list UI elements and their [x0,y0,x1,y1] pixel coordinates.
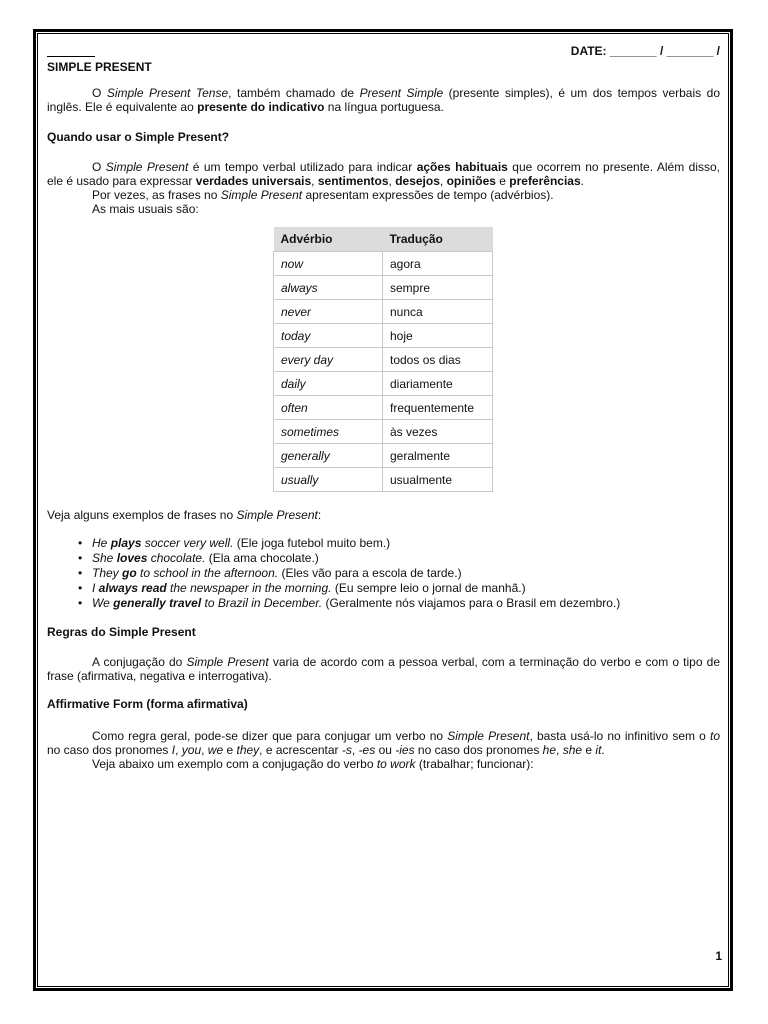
text-run: ou [375,743,396,757]
text-run: loves [116,551,148,565]
text-run: O [92,86,107,100]
text-run: , [556,743,563,757]
list-item [92,536,720,551]
text-run: we [207,743,224,757]
adverb-cell: every day [274,348,383,372]
text-run: no caso dos pronomes [414,743,543,757]
text-run: he [542,743,557,757]
document-body [47,38,720,771]
text-run: Simple Present [186,655,269,669]
list-item [92,551,720,566]
table-row [274,468,493,492]
text-run: (Ele joga futebol muito bem.) [233,536,391,550]
text-run: it [595,743,602,757]
text-run: soccer very well. [141,536,234,550]
table-row [274,300,493,324]
text-run: the newspaper in the morning. [166,581,332,595]
rules-paragraph [47,655,720,683]
text-run: , [175,743,182,757]
text-run: , [388,174,396,188]
text-run: you [181,743,202,757]
adverb-cell: sometimes [274,420,383,444]
text-run: A conjugação do [92,655,187,669]
adverb-table [273,227,493,492]
text-run: to work [376,757,416,771]
text-run: apresentam expressões de tempo (advérbios). [302,188,554,202]
examples-intro [47,508,720,522]
text-run: Simple Present [236,508,318,522]
affirmative-paragraph-2 [47,757,720,771]
section-heading-affirmative: Affirmative Form (forma afirmativa) [47,697,248,711]
list-item [92,566,720,581]
adverb-table-header-row [274,227,493,252]
text-run: to Brazil in December. [201,596,323,610]
text-run: Veja alguns exemplos de frases no [47,508,237,522]
text-run: generally travel [113,596,202,610]
text-run: she [562,743,583,757]
translation-cell: geralmente [383,444,493,468]
text-run: We [92,596,114,610]
page-title-text: SIMPLE PRESENT [47,60,152,74]
text-run: -s [341,743,352,757]
translation-cell: todos os dias [383,348,493,372]
text-run: ações habituais [416,160,508,174]
adverb-cell: daily [274,372,383,396]
examples-list [47,536,720,611]
text-run: Por vezes, as frases no [92,188,221,202]
text-run: e [495,174,510,188]
adverb-cell: usually [274,468,383,492]
text-run: Simple Present [105,160,189,174]
text-run: verdades universais [195,174,312,188]
adverb-cell: never [274,300,383,324]
text-run: (trabalhar; funcionar): [415,757,534,771]
text-run: I [171,743,176,757]
list-item [92,581,720,596]
when-paragraph-3: As mais usuais são: [92,202,199,216]
adverb-cell: generally [274,444,383,468]
table-row [274,348,493,372]
text-run: (Eu sempre leio o jornal de manhã.) [331,581,526,595]
text-run: , [311,174,318,188]
text-run: opiniões [446,174,496,188]
text-run: O [92,160,106,174]
translation-cell: às vezes [383,420,493,444]
text-run: (presente simples), é um dos tempos verbais do inglês. Ele é equivalente ao [47,86,720,114]
text-run: na língua portuguesa. [324,100,444,114]
translation-cell: usualmente [383,468,493,492]
text-run: They [92,566,123,580]
table-row [274,444,493,468]
adverb-table-body [274,252,493,492]
when-paragraph-2 [47,188,720,202]
text-run: presente do indicativo [197,100,325,114]
text-run: Veja abaixo um exemplo com a conjugação do verbo [92,757,377,771]
text-run: go [122,566,137,580]
list-item [92,596,720,611]
adverb-column-header: Advérbio [274,227,383,252]
text-run: -ies [395,743,415,757]
text-run: Simple Present [220,188,303,202]
text-run: sentimentos [317,174,389,188]
adverb-cell: often [274,396,383,420]
text-run: (Geralmente nós viajamos para o Brasil em dezembro.) [322,596,621,610]
text-run: . [601,743,605,757]
text-run: She [92,551,117,565]
table-row [274,396,493,420]
table-row [274,324,493,348]
text-run: always read [98,581,167,595]
text-run: , [201,743,208,757]
text-run: (Eles vão para a escola de tarde.) [278,566,462,580]
text-run: e [223,743,237,757]
text-run: Present Simple [359,86,444,100]
text-run: , basta usá-lo no infinitivo sem o [529,729,710,743]
text-run: preferências [509,174,581,188]
text-run: é um tempo verbal utilizado para indicar [188,160,417,174]
adverb-cell: always [274,276,383,300]
text-run: Simple Present Tense [106,86,229,100]
translation-cell: agora [383,252,493,276]
adverb-cell: today [274,324,383,348]
text-run: . [580,174,584,188]
section-heading-when: Quando usar o Simple Present? [47,130,230,144]
text-run: , [439,174,447,188]
page-number: 1 [715,949,722,963]
when-paragraph-1 [47,160,720,188]
text-run: Como regra geral, pode-se dizer que para conjugar um verbo no [92,729,448,743]
title-overline [47,56,95,57]
text-run: , também chamado de [228,86,360,100]
page-title [47,60,720,74]
intro-paragraph [47,86,720,114]
translation-column-header: Tradução [383,227,493,252]
text-run: Simple Present [447,729,530,743]
affirmative-paragraph-1 [47,729,720,757]
date-field: DATE: _______ / _______ / [570,44,720,58]
translation-cell: frequentemente [383,396,493,420]
table-row [274,420,493,444]
adverb-cell: now [274,252,383,276]
text-run: no caso dos pronomes [47,743,172,757]
table-row [274,276,493,300]
text-run: , [351,743,359,757]
text-run: (Ela ama chocolate.) [205,551,319,565]
text-run: , e acrescentar [259,743,342,757]
translation-cell: sempre [383,276,493,300]
text-run: varia de acordo com a pessoa verbal, com a terminação do verbo e com o tipo de frase (afirmativa, negativa e interrogativa). [47,655,720,683]
translation-cell: diariamente [383,372,493,396]
text-run: : [317,508,322,522]
text-run: desejos [395,174,440,188]
text-run: to [710,729,721,743]
text-run: -es [358,743,376,757]
text-run: I [92,581,99,595]
translation-cell: nunca [383,300,493,324]
text-run: plays [110,536,142,550]
text-run: chocolate. [147,551,206,565]
text-run: He [92,536,111,550]
text-run: e [582,743,596,757]
text-run: to school in the afternoon. [136,566,279,580]
text-run: they [236,743,260,757]
section-heading-rules: Regras do Simple Present [47,625,196,639]
table-row [274,372,493,396]
table-row [274,252,493,276]
text-run: que ocorrem no presente. Além disso, ele é usado para expressar [47,160,720,188]
translation-cell: hoje [383,324,493,348]
